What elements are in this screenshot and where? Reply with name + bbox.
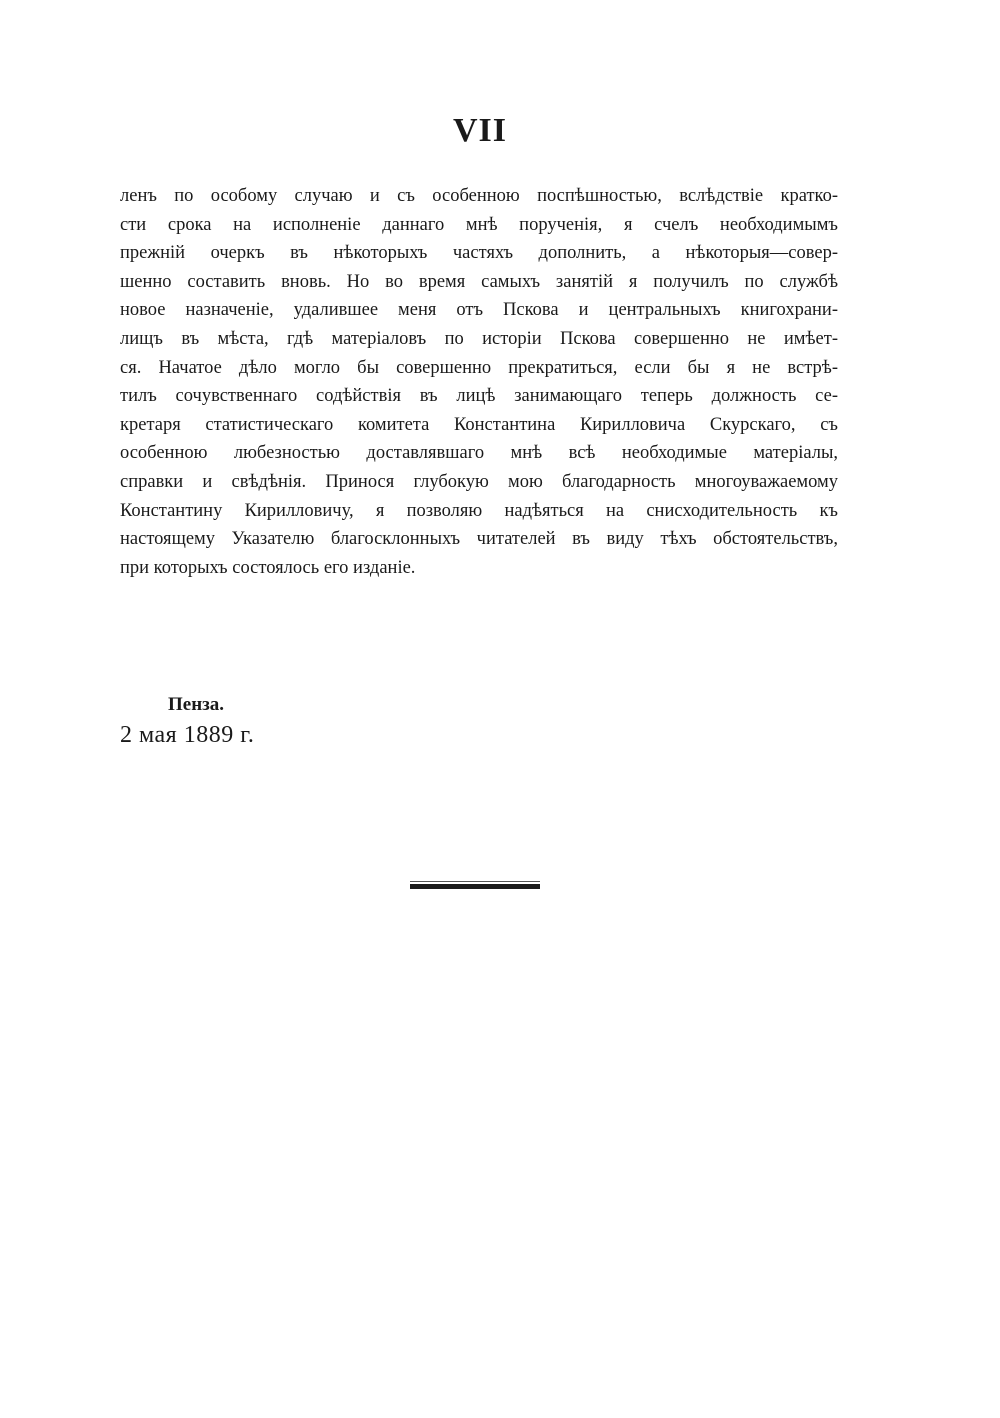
body-paragraph <box>120 182 838 582</box>
body-line: тилъ сочувственнаго содѣйствія въ лицѣ занимающаго теперь должность се- <box>120 386 838 407</box>
body-line: ленъ по особому случаю и съ особенною поспѣшностью, вслѣдствіе кратко- <box>120 186 838 206</box>
body-line: ся. Начатое дѣло могло бы совершенно прекратиться, если бы я не встрѣ- <box>120 357 838 378</box>
signature-place: Пенза. <box>168 694 225 715</box>
body-line: лищъ въ мѣста, гдѣ матеріаловъ по исторіи Пскова совершенно не имѣет- <box>120 328 838 349</box>
body-line: особенною любезностью доставлявшаго мнѣ всѣ необходимые матеріалы, <box>120 443 838 464</box>
body-line: настоящему Указателю благосклонныхъ читателей въ виду тѣхъ обстоятельствъ, <box>120 529 838 550</box>
body-line: справки и свѣдѣнія. Принося глубокую мою благодарность многоуважаемому <box>120 471 838 492</box>
body-line: шенно составить вновь. Но во время самыхъ занятій я получилъ по службѣ <box>120 271 838 292</box>
signature-date: 2 мая 1889 г. <box>120 722 255 748</box>
body-line: новое назначеніе, удалившее меня отъ Пскова и центральныхъ книгохрани- <box>120 300 838 321</box>
page-number: VII <box>452 112 508 149</box>
body-line: при которыхъ состоялось его изданіе. <box>120 557 416 578</box>
end-divider <box>410 884 540 889</box>
body-line: прежній очеркъ въ нѣкоторыхъ частяхъ дополнить, а нѣкоторыя—совер- <box>120 243 838 264</box>
body-line: кретаря статистическаго комитета Константина Кирилловича Скурскаго, съ <box>120 414 838 435</box>
body-line: сти срока на исполненіе даннаго мнѣ порученія, я счелъ необходимымъ <box>120 214 838 235</box>
body-line: Константину Кирилловичу, я позволяю надѣяться на снисходительность къ <box>120 500 838 521</box>
